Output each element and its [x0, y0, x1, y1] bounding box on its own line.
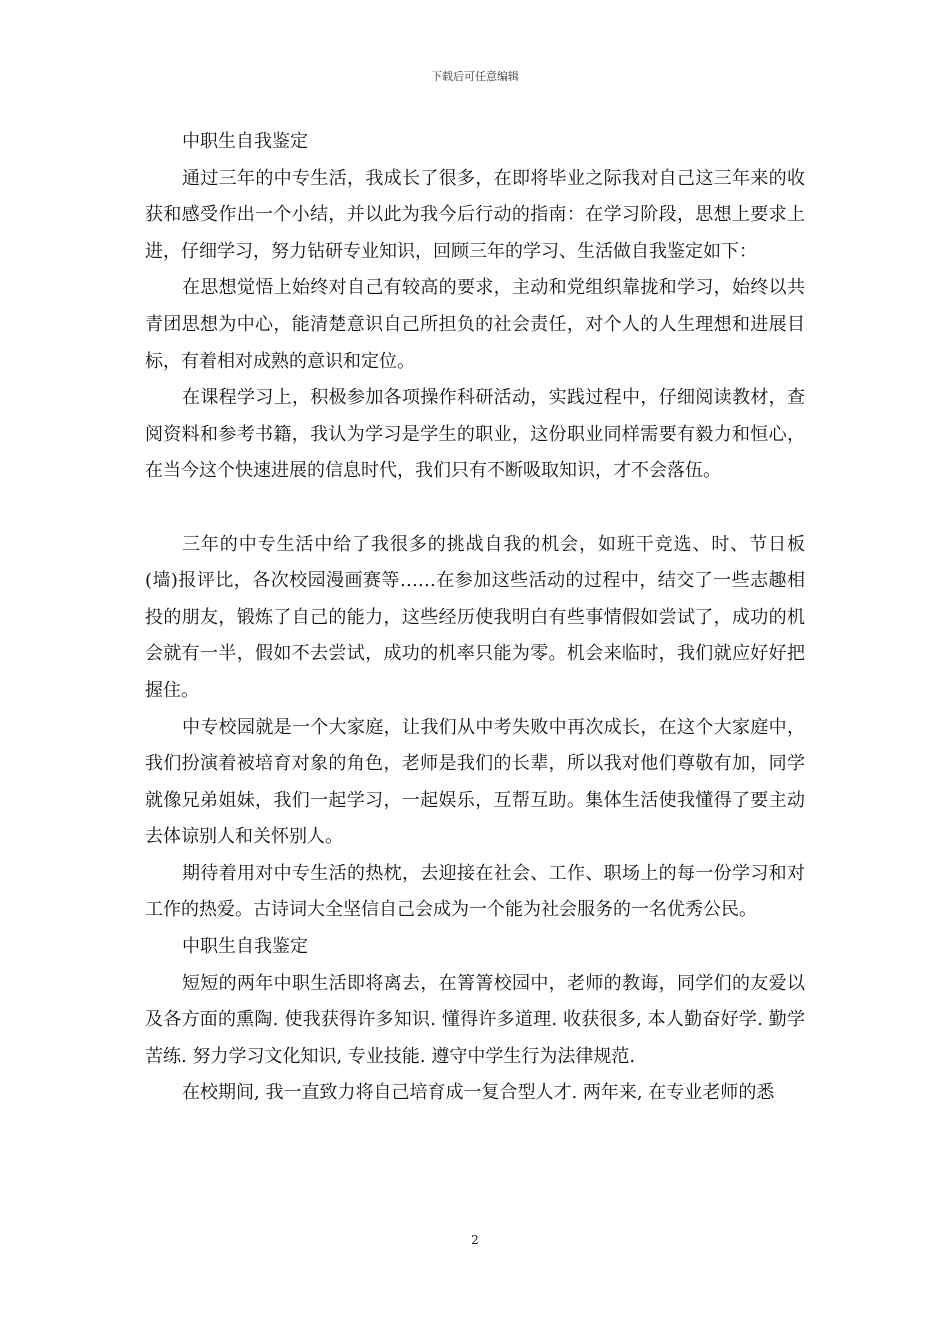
paragraph: 在思想觉悟上始终对自己有较高的要求，主动和党组织靠拢和学习，始终以共青团思想为中心，能清楚意识自己所担负的社会责任，对个人的人生理想和进展目标，有着相对成熟的意识和定位。: [145, 277, 805, 372]
paragraph: 在校期间, 我一直致力将自己培育成一复合型人才. 两年来, 在专业老师的悉: [182, 1082, 775, 1104]
document-body: [145, 124, 805, 1112]
paragraph: 通过三年的中专生活，我成长了很多，在即将毕业之际我对自己这三年来的收获和感受作出一个小结，并以此为我今后行动的指南：在学习阶段，思想上要求上进，仔细学习，努力钻研专业知识，回顾三年的学习、生活做自我鉴定如下：: [145, 167, 805, 262]
blank-line: [145, 490, 805, 527]
paragraph: 中专校园就是一个大家庭，让我们从中考失败中再次成长，在这个大家庭中，我们扮演着被培育对象的角色，老师是我们的长辈，所以我对他们尊敬有加，同学就像兄弟姐妹，我们一起学习，一起娱乐，互帮互助。集体生活使我懂得了要主动去体谅别人和关怀别人。: [145, 716, 805, 848]
paragraph: 期待着用对中专生活的热枕，去迎接在社会、工作、职场上的每一份学习和对工作的热爱。古诗词大全坚信自己会成为一个能为社会服务的一名优秀公民。: [145, 862, 805, 921]
paragraph: 短短的两年中职生活即将离去，在箐箐校园中，老师的教诲，同学们的友爱以及各方面的熏陶. 使我获得许多知识. 懂得许多道理. 收获很多, 本人勤奋好学. 勤学苦练. 努力学习文化知识, 专业技能. 遵守中学生行为法律规范.: [145, 972, 805, 1067]
header-note: 下载后可任意编辑: [431, 70, 519, 83]
paragraph: 在课程学习上，积极参加各项操作科研活动，实践过程中，仔细阅读教材，查阅资料和参考书籍，我认为学习是学生的职业，这份职业同样需要有毅力和恒心，在当今这个快速进展的信息时代，我们只有不断吸取知识，才不会落伍。: [145, 387, 805, 482]
section-title: 中职生自我鉴定: [182, 936, 308, 958]
page-number: 2: [471, 1233, 479, 1247]
paragraph: 三年的中专生活中给了我很多的挑战自我的机会，如班干竞选、时、节日板(墙)报评比，各次校园漫画赛等……在参加这些活动的过程中，结交了一些志趣相投的朋友，锻炼了自己的能力，这些经历使我明白有些事情假如尝试了，成功的机会就有一半，假如不去尝试，成功的机率只能为零。机会来临时，我们就应好好把握住。: [145, 533, 805, 701]
section-title: 中职生自我鉴定: [182, 131, 308, 152]
